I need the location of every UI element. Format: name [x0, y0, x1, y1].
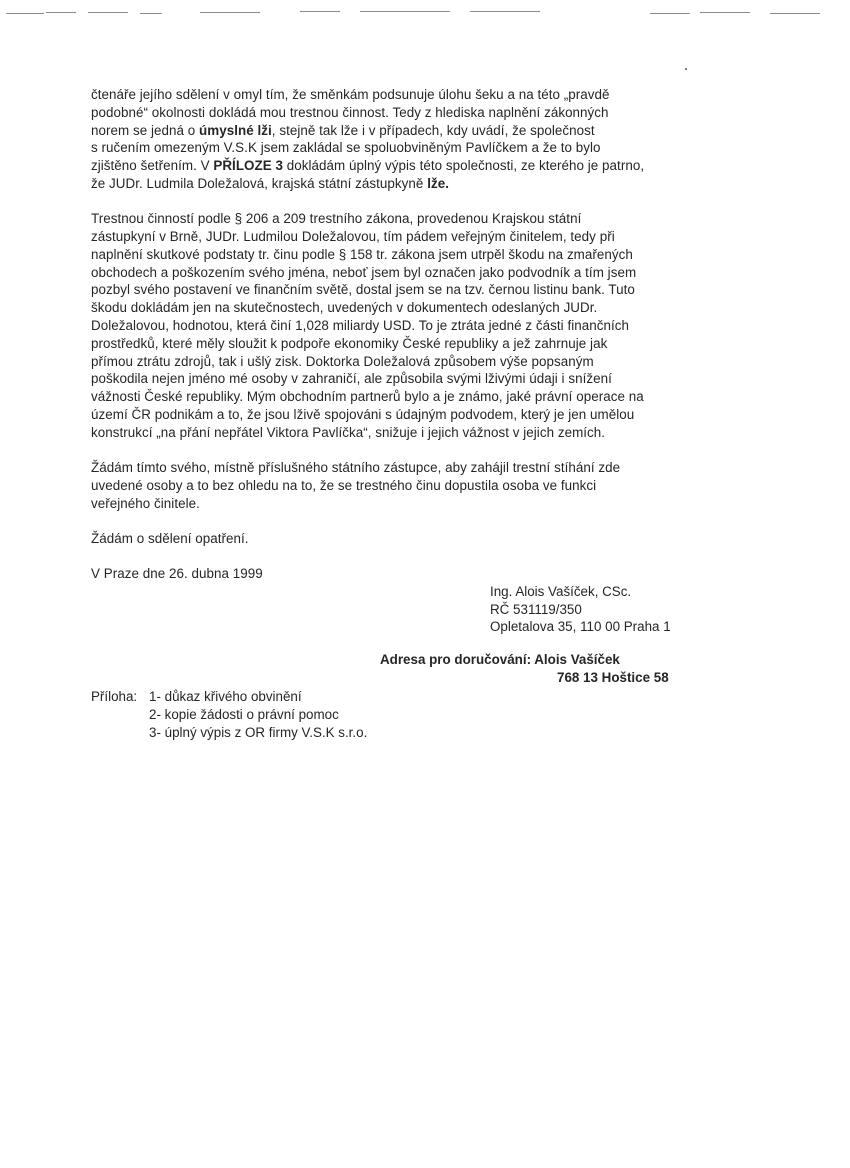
- text-segment: naplnění skutkové podstaty tr. činu podle § 158 tr. zákona jsem utrpěl škodu na zmařených: [91, 246, 633, 262]
- text-line: [91, 281, 731, 299]
- attachment-row: [91, 724, 367, 742]
- text-line: [91, 86, 731, 104]
- text-segment: zjištěno šetřením. V: [91, 158, 214, 174]
- text-segment: Žádám tímto svého, místně příslušného státního zástupce, aby zahájil trestní stíhání zde: [91, 460, 621, 476]
- letter-body: [91, 86, 731, 601]
- delivery-address-line: 768 13 Hoštice 58: [557, 670, 669, 685]
- text-line: [91, 424, 731, 442]
- text-line: [91, 228, 731, 246]
- text-segment: přímou ztrátu zdrojů, tak i ušlý zisk. Doktorka Doležalová způsobem výše popsaným: [91, 353, 594, 369]
- text-line: [91, 246, 731, 264]
- text-segment: norem se jedná o: [91, 122, 200, 138]
- text-segment: pozbyl svého postavení ve finančním světě, dostal jsem se na tzv. černou listinu bank. Tuto: [91, 282, 635, 298]
- text-segment: dokládám úplný výpis této společnosti, ze kterého je patrno,: [283, 158, 645, 174]
- scan-edge-artifacts: [0, 0, 850, 22]
- text-line: [91, 495, 731, 513]
- text-line: [91, 530, 731, 548]
- text-segment: Žádám o sdělení opatření.: [91, 531, 249, 547]
- text-segment: , stejně tak lže i v případech, kdy uvádí, že společnost: [271, 122, 595, 138]
- text-line: [91, 477, 731, 495]
- text-line: [91, 406, 731, 424]
- letter-paragraph: [91, 210, 731, 441]
- text-segment: podobné“ okolnosti dokládá mou trestnou činnost. Tedy z hlediska naplnění zákonných: [91, 104, 609, 120]
- signer-name: Ing. Alois Vašíček, CSc.: [490, 584, 632, 599]
- bold-text: lže.: [427, 175, 449, 191]
- letter-paragraph: [91, 565, 731, 583]
- text-line: [91, 104, 731, 122]
- attachment-item: 3- úplný výpis z OR firmy V.S.K s.r.o.: [149, 725, 368, 740]
- text-line: [91, 459, 731, 477]
- signer-id-number: RČ 531119/350: [490, 601, 582, 617]
- text-line: [91, 157, 731, 175]
- letter-paragraph: [91, 86, 731, 193]
- attachment-item: 1- důkaz křivého obvinění: [149, 689, 302, 704]
- attachment-row: [91, 706, 367, 724]
- text-segment: území ČR podnikám a to, že jsou lživě spojováni s údajným podvodem, který je jen umělou: [91, 407, 635, 423]
- delivery-address-line: Adresa pro doručování: Alois Vašíček: [380, 652, 620, 667]
- text-segment: prostředků, které měly sloužit k podpoře ekonomiky České republiky a jež zahrnuje jak: [91, 335, 608, 351]
- text-segment: že JUDr. Ludmila Doležalová, krajská státní zástupkyně: [91, 175, 428, 191]
- text-segment: V Praze dne 26. dubna 1999: [91, 566, 263, 582]
- text-segment: konstrukcí „na přání nepřátel Viktora Pavlíčka“, snižuje i jejich vážnost v jejich zemích.: [91, 424, 606, 440]
- letter-paragraph: [91, 459, 731, 512]
- text-line: [91, 388, 731, 406]
- text-segment: poškodila nejen jméno mé osoby v zahraničí, ale způsobila svými lživými údaji i snížení: [91, 371, 612, 387]
- text-segment: vážnosti České republiky. Mým obchodním partnerů bylo a je známo, jaké právní operace na: [91, 389, 644, 405]
- attachments-label: Příloha:: [91, 689, 138, 704]
- text-line: [91, 139, 731, 157]
- text-segment: zástupkyní v Brně, JUDr. Ludmilou Doležalovou, tím pádem veřejným činitelem, tedy při: [91, 229, 615, 245]
- text-line: [91, 299, 731, 317]
- text-segment: Doležalovou, hodnotou, která činí 1,028 miliardy USD. To je ztráta jedné z části finančních: [91, 318, 629, 334]
- text-segment: Trestnou činností podle § 206 a 209 trestního zákona, provedenou Krajskou státní: [91, 211, 582, 227]
- attachments-spacer: [91, 706, 149, 724]
- text-segment: škodu dokládám jen na skutečnostech, uvedených v dokumentech odeslaných JUDr.: [91, 300, 598, 316]
- text-line: [91, 317, 731, 335]
- text-line: [91, 335, 731, 353]
- text-line: [91, 210, 731, 228]
- delivery-address: [380, 651, 669, 687]
- signature-block: [490, 583, 671, 636]
- scan-speck: [685, 68, 687, 70]
- letter-paragraph: [91, 530, 731, 548]
- text-line: [91, 565, 731, 583]
- attachments-spacer: [91, 724, 149, 742]
- signer-address: Opletalova 35, 110 00 Praha 1: [490, 619, 671, 634]
- attachment-row: [91, 688, 367, 706]
- text-line: [91, 370, 731, 388]
- bold-text: PŘÍLOZE 3: [213, 158, 284, 174]
- text-segment: čtenáře jejího sdělení v omyl tím, že směnkám podsunuje úlohu šeku a na této „pravdě: [91, 87, 610, 102]
- text-segment: veřejného činitele.: [91, 495, 200, 511]
- bold-text: úmyslné lži: [199, 122, 272, 138]
- text-segment: s ručením omezeným V.S.K jsem zakládal se spoluobviněným Pavlíčkem a že to bylo: [91, 140, 601, 156]
- text-segment: obchodech a poškozením svého jména, neboť jsem byl označen jako podvodník a tím jsem: [91, 264, 637, 280]
- text-segment: uvedené osoby a to bez ohledu na to, že se trestného činu dopustila osoba ve funkci: [91, 477, 597, 493]
- text-line: [91, 353, 731, 371]
- text-line: [91, 122, 731, 140]
- attachments-list: [91, 688, 367, 742]
- text-line: [91, 175, 731, 193]
- attachment-item: 2- kopie žádosti o právní pomoc: [149, 707, 339, 722]
- text-line: [91, 264, 731, 282]
